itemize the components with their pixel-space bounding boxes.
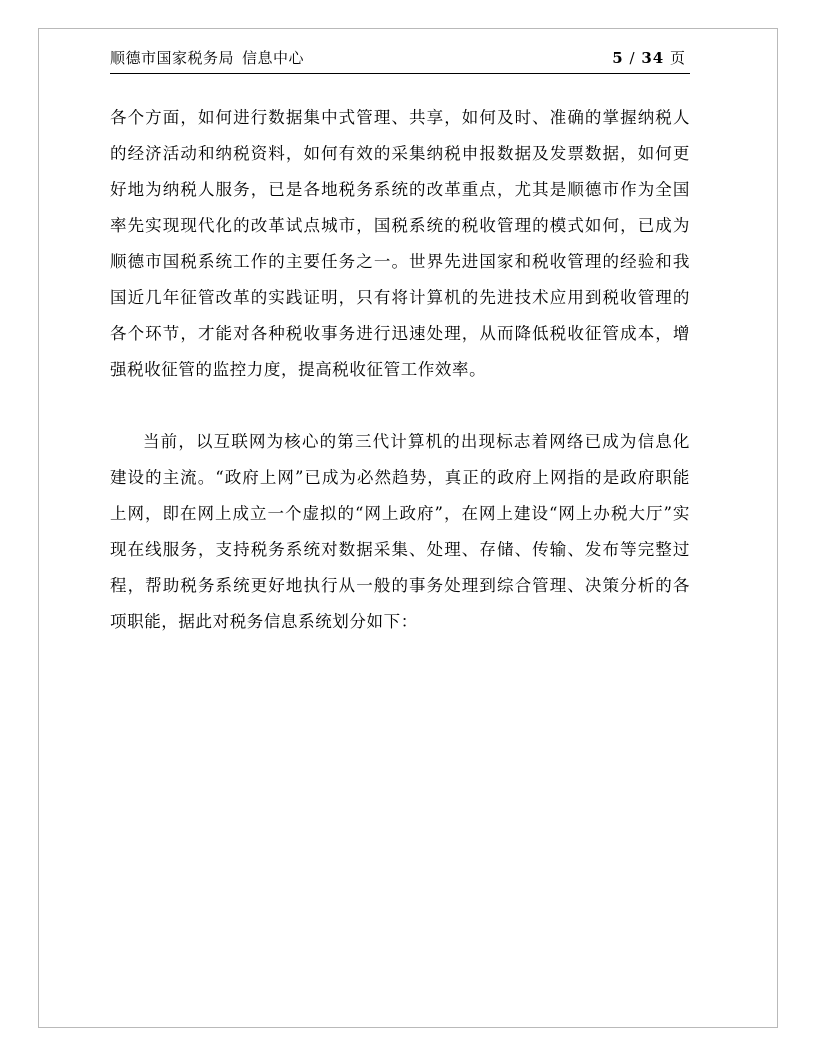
header-organization	[110, 47, 304, 68]
paragraph-spacer	[110, 388, 690, 424]
header-dept-name: 信息中心	[242, 49, 305, 67]
paragraph-2: 当前，以互联网为核心的第三代计算机的出现标志着网络已成为信息化建设的主流。“政府上网”已成为必然趋势，真正的政府上网指的是政府职能上网，即在网上成立一个虚拟的“网上政府”，在网上建设“网上办税大厅”实现在线服务，支持税务系统对数据采集、处理、存储、传输、发布等完整过程，帮助税务系统更好地执行从一般的事务处理到综合管理、决策分析的各项职能，据此对税务信息系统划分如下：	[110, 432, 690, 631]
page-content	[110, 40, 690, 640]
page-number-total: 34	[641, 49, 665, 67]
page-number-separator: /	[629, 49, 636, 67]
paragraph-1: 各个方面，如何进行数据集中式管理、共享，如何及时、准确的掌握纳税人的经济活动和纳税资料，如何有效的采集纳税申报数据及发票数据，如何更好地为纳税人服务，已是各地税务系统的改革重点，尤其是顺德市作为全国率先实现现代化的改革试点城市，国税系统的税收管理的模式如何，已成为顺德市国税系统工作的主要任务之一。世界先进国家和税收管理的经验和我国近几年征管改革的实践证明，只有将计算机的先进技术应用到税收管理的各个环节，才能对各种税收事务进行迅速处理，从而降低税收征管成本，增强税收征管的监控力度，提高税收征管工作效率。	[110, 108, 690, 379]
page-header	[110, 40, 690, 74]
page-number-unit: 页	[669, 49, 686, 67]
header-org-name: 顺德市国家税务局	[110, 49, 235, 67]
page-number-current: 5	[612, 49, 624, 67]
page-number-group	[612, 47, 690, 68]
document-body	[110, 100, 690, 640]
